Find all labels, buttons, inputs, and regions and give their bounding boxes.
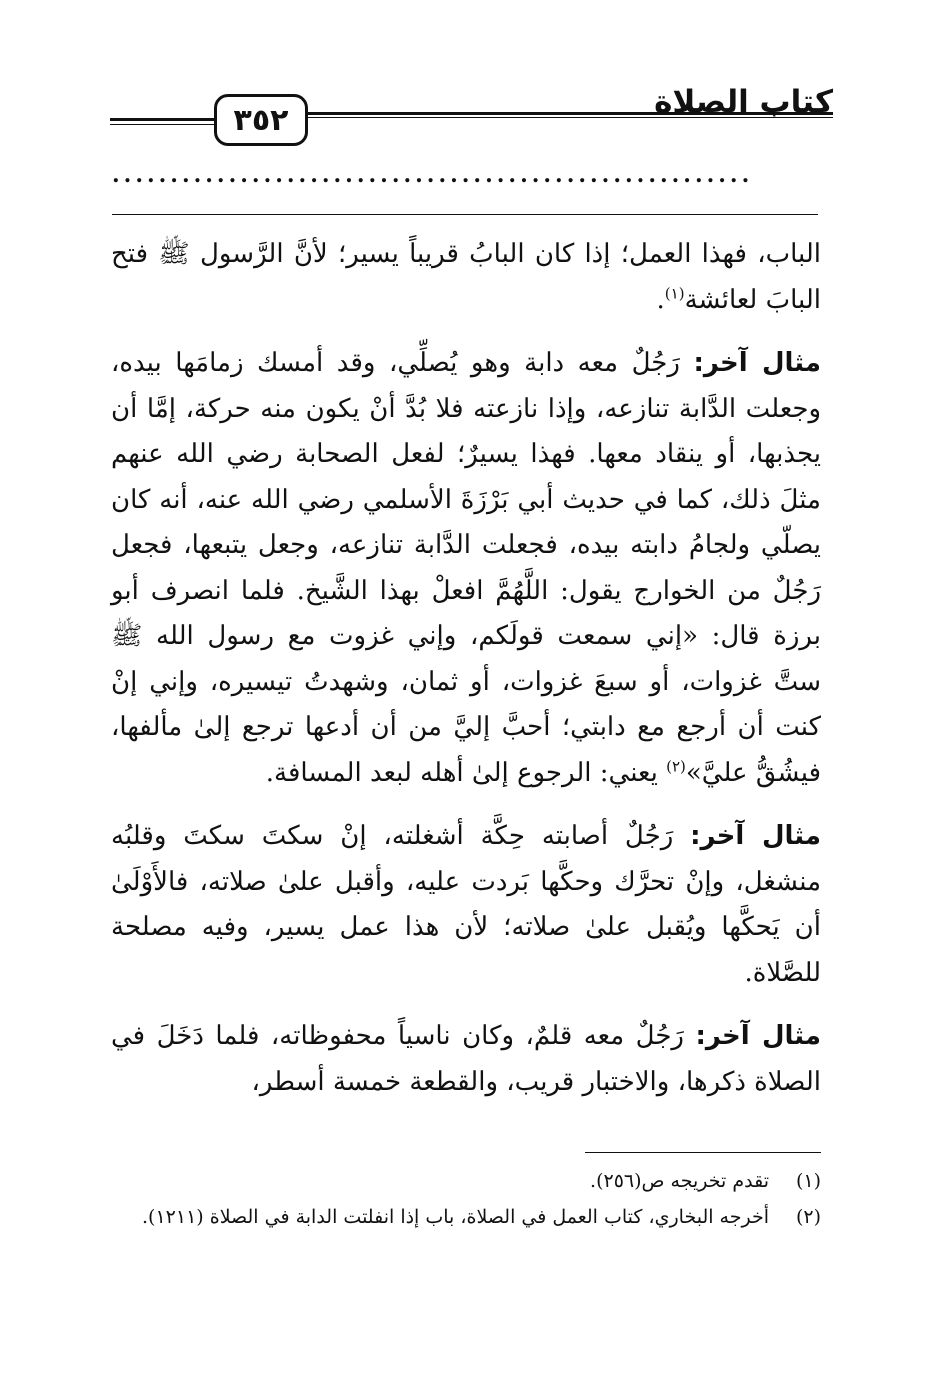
main-text [111, 232, 821, 1123]
paragraph-1-text: الباب، فهذا العمل؛ إذا كان البابُ قريباً يسير؛ لأنَّ الرَّسول ﷺ فتح البابَ لعائشة [111, 239, 821, 315]
paragraph-3-text: رَجُلٌ أصابته حِكَّة أشغلته، إنْ سكتَ سكتَ وقلبُه منشغل، وإنْ تحرَّك وحكَّها بَردت عليه، وأقبل علىٰ صلاته، فالأَوْلَىٰ أن يَحكَّها ويُقبل علىٰ صلاته؛ لأن هذا عمل يسير، وفيه مصلحة للصَّلاة. [111, 821, 821, 988]
page-number: ٣٥٢ [214, 94, 308, 146]
footnote-text: تقدم تخريجه ص(٢٥٦). [590, 1170, 769, 1192]
header-rule-left [110, 118, 220, 121]
footnote-item [115, 1165, 821, 1197]
content-top-rule [112, 214, 818, 215]
paragraph-1 [111, 232, 821, 323]
footnote-ref-1: (١) [664, 283, 685, 302]
paragraph-1-end: . [656, 284, 665, 315]
footnote-item [115, 1201, 821, 1233]
footnote-text: أخرجه البخاري، كتاب العمل في الصلاة، باب إذا انفلتت الدابة في الصلاة (١٢١١). [142, 1206, 769, 1228]
paragraph-4-text: رَجُلٌ معه قلمٌ، وكان ناسياً محفوظاته، فلما دَخَلَ في الصلاة ذكرها، والاختبار قريب، والقطعة خمسة أسطر، [111, 1021, 821, 1097]
footnote-number: (٢) [795, 1206, 821, 1228]
paragraph-4 [111, 1014, 821, 1105]
paragraph-2 [111, 341, 821, 796]
paragraph-2-end: يعني: الرجوع إلىٰ أهله لبعد المسافة. [265, 757, 667, 788]
header-rule-left-thin [110, 124, 220, 125]
header-rule [233, 112, 833, 115]
paragraph-3 [111, 814, 821, 996]
dotted-separator: ....................................................... [112, 162, 754, 188]
example-heading: مثال آخر: [693, 348, 822, 378]
footnote-ref-2: (٢) [666, 756, 686, 775]
example-heading: مثال آخر: [695, 1021, 821, 1051]
example-heading: مثال آخر: [690, 821, 821, 851]
footnote-number: (١) [795, 1170, 821, 1192]
footnote-rule [585, 1152, 821, 1153]
book-title: كتاب الصلاة [654, 84, 833, 120]
paragraph-2-text: رَجُلٌ معه دابة وهو يُصلِّي، وقد أمسك زمامَها بيده، وجعلت الدَّابة تنازعه، وإذا نازعته فلا بُدَّ أنْ يكون منه حركة، إمَّا أن يجذبها، أو ينقاد معها. فهذا يسيرٌ؛ لفعل الصحابة رضي الله عنهم مثلَ ذلك، كما في حديث أبي بَرْزَةَ الأسلمي رضي الله عنه، أنه كان يصلّي ولجامُ دابته بيده، فجعلت الدَّابة تنازعه، وجعل يتبعها، فجعل رَجُلٌ من الخوارج يقول: اللَّهُمَّ افعلْ بهذا الشَّيخ. فلما انصرف أبو برزة قال: «إني سمعت قولَكم، وإني غزوت مع رسول الله ﷺ ستَّ غزوات، أو سبعَ غزوات، أو ثمان، وشهدتُ تيسيره، وإني إنْ كنت أن أرجع مع دابتي؛ أحبَّ إليَّ من أن أدعها ترجع إلىٰ مألفها، فيشُقُّ عليَّ» [111, 348, 821, 788]
footnotes [115, 1165, 821, 1237]
header-rule-thin [233, 117, 833, 118]
